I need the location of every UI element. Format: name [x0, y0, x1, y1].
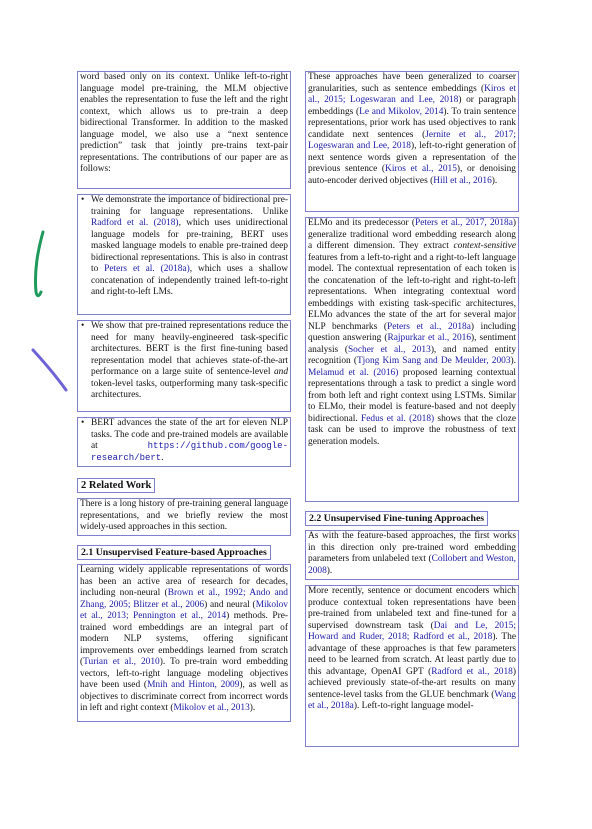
citation-link[interactable]: Tjong Kim Sang and De Meulder, 2003	[356, 356, 511, 366]
text-run: ).	[326, 565, 333, 576]
citation-link[interactable]: Socher et al., 2013	[347, 344, 431, 355]
text-run: ). To pre-train word embedding vectors, left-to-right language modeling objectives have been used (	[80, 657, 288, 690]
citation-link[interactable]: Hill et al., 2016	[433, 175, 492, 186]
text-run: These approaches have been generalized to coarser granularities, such as sentence embeddings (	[308, 72, 516, 94]
citation-link[interactable]: Radford et al. (2018)	[91, 218, 179, 228]
citation-link[interactable]: Peters et al., 2017, 2018a	[414, 218, 513, 228]
text-run: ), sentiment analysis (	[308, 333, 516, 355]
feature-based-paragraph	[77, 564, 291, 722]
citation-link[interactable]: Rajpurkar et al., 2016	[387, 333, 472, 343]
text-run: ). To train sentence representations, prior work has used objectives to rank candidate next sentences (	[308, 106, 516, 140]
text-run: ELMo and its predecessor (	[308, 218, 415, 228]
text-run: Learning widely applicable representations of words has been an active area of research for decades, including non-neural (	[80, 565, 288, 598]
citation-link[interactable]: Mikolov et al., 2013	[173, 703, 250, 713]
contribution-bullet-2	[77, 320, 291, 412]
text-run: .	[161, 452, 164, 463]
text-run: There is a long history of pre-training general language representations, and we briefly review the most widely-used approaches in this section.	[80, 499, 288, 532]
citation-link[interactable]: Peters et al., 2018a	[387, 321, 471, 332]
text-run: We show that pre-trained representations reduce the need for many heavily-engineered task-specific architectures. BERT is the first fine-tuning based representation model that achieves state-of-the-art performance on a large suite of sentence-level	[91, 321, 288, 377]
purple-pen-stroke	[33, 350, 66, 390]
text-run: ) achieved previously state-of-the-art results on many sentence-level tasks from the GLUE benchmark (	[308, 666, 516, 700]
citation-link[interactable]: Melamud et al. (2016)	[308, 367, 399, 378]
text-run: ), and named entity recognition (	[308, 344, 517, 366]
text-run: ). The advantage of these approaches is that few parameters need to be learned from scratch. At least partly due to this advantage, OpenAI GPT (	[308, 632, 516, 677]
text-run: ), left-to-right generation of next sentence words given a representation of the previous sentence (	[308, 141, 516, 174]
text-run: ) methods. Pre-trained word embeddings are an integral part of modern NLP systems, offering significant improvements over embeddings learned from scratch (	[80, 611, 288, 667]
citation-link[interactable]: Brown et al., 1992; Ando and Zhang, 2005; Blitzer et al., 2006	[80, 588, 288, 610]
fine-tuning-paragraph-2	[305, 585, 519, 747]
left-column	[77, 71, 291, 727]
text-run: word based only on its context. Unlike left-to-right language model pre-training, the MLM objective enables the representation to fuse the left and the right context, which allows us to pre-train a deep bidirectional Transformer. In addition to the masked language model, we also use a “next sentence prediction” task that jointly pre-trains text-pair representations. The contributions of our paper are as follows:	[80, 72, 288, 174]
text-run: features from a left-to-right and a right-to-left language model. The contextual representation of each token is the concatenation of the left-to-right and right-to-left representations. When integrating contextual word embeddings with existing task-specific architectures, ELMo advances the state of the art for several major NLP benchmarks (	[308, 252, 516, 332]
text-run: BERT advances the state of the art for eleven NLP tasks. The code and pre-trained models are available at	[91, 418, 288, 451]
text-run: and	[273, 367, 288, 377]
citation-link[interactable]: Le and Mikolov, 2014	[359, 106, 444, 117]
text-run: As with the feature-based approaches, the first works in this direction only pre-trained word embedding parameters from unlabeled text (	[308, 531, 516, 564]
text-run: shows that the cloze task can be used to improve the robustness of text generation models.	[308, 413, 516, 447]
citation-link[interactable]: Mikolov et al., 2013; Pennington et al., 2014	[80, 599, 288, 621]
citation-link[interactable]: Mnih and Hinton, 2009	[147, 680, 240, 690]
subsection-heading-2-2: 2.2 Unsupervised Fine-tuning Approaches	[305, 511, 488, 526]
citation-link[interactable]: Wang et al., 2018a	[308, 689, 516, 711]
citation-link[interactable]: Collobert and Weston, 2008	[308, 554, 517, 576]
generalization-paragraph	[305, 71, 519, 212]
text-run: ) or paragraph embeddings (	[308, 95, 516, 117]
right-column	[305, 71, 519, 752]
text-run: ), or denoising auto-encoder derived objectives (	[308, 164, 516, 186]
citation-link[interactable]: Dai and Le, 2015; Howard and Ruder, 2018; Radford et al., 2018	[308, 620, 516, 642]
repo-url-link[interactable]: https://github.com/google-research/bert	[91, 441, 288, 463]
text-run: context-sensitive	[453, 241, 516, 251]
citation-link[interactable]: Fedus et al. (2018)	[361, 413, 435, 424]
elmo-paragraph	[305, 217, 519, 502]
text-run: proposed learning contextual representations through a task to predict a single word from both left and right context using LSTMs. Similar to ELMo, their model is feature-based and not deeply bidirectional.	[308, 367, 516, 424]
citation-link[interactable]: Kiros et al., 2015	[385, 164, 457, 174]
subsection-heading-2-1: 2.1 Unsupervised Feature-based Approaches	[77, 545, 271, 560]
related-work-intro	[77, 498, 291, 536]
text-run: ), as well as objectives to discriminate correct from incorrect words in left and right context (	[80, 680, 288, 713]
citation-link[interactable]: Peters et al. (2018a)	[104, 264, 190, 274]
text-run: , which uses unidirectional language models for pre-training, BERT uses masked language models to enable pre-trained deep bidirectional representations. This is also in contrast to	[91, 218, 288, 274]
citation-link[interactable]: Radford et al., 2018	[431, 666, 513, 677]
green-pen-stroke	[35, 232, 43, 296]
text-run: ) and neural (	[204, 599, 256, 610]
citation-link[interactable]: Jernite et al., 2017; Logeswaran and Lee, 2018	[308, 129, 516, 151]
text-run: ) generalize traditional word embedding research along a different dimension. They extract	[308, 218, 516, 251]
text-run: ).	[491, 175, 498, 186]
text-run: token-level tasks, outperforming many task-specific architectures.	[91, 378, 288, 400]
fine-tuning-paragraph-1	[305, 530, 519, 580]
text-run: ).	[510, 356, 516, 366]
intro-paragraph	[77, 71, 291, 189]
text-run: ) including question answering (	[308, 321, 516, 343]
text-run: , which uses a shallow concatenation of independently trained left-to-right and right-to-left LMs.	[91, 264, 288, 297]
text-run: ). Left-to-right language model-	[353, 701, 474, 711]
contribution-bullet-3	[77, 417, 291, 467]
citation-link[interactable]: Kiros et al., 2015; Logeswaran and Lee, 2018	[308, 83, 516, 105]
citation-link[interactable]: Turian et al., 2010	[83, 657, 160, 667]
section-heading-related-work: 2 Related Work	[77, 478, 155, 493]
text-run: ).	[249, 703, 256, 713]
text-run: More recently, sentence or document encoders which produce contextual token representations have been pre-trained from unlabeled text and fine-tuned for a supervised downstream task (	[308, 586, 516, 631]
text-run: We demonstrate the importance of bidirectional pre-training for language representations. Unlike	[91, 195, 288, 217]
contribution-bullet-1	[77, 194, 291, 315]
